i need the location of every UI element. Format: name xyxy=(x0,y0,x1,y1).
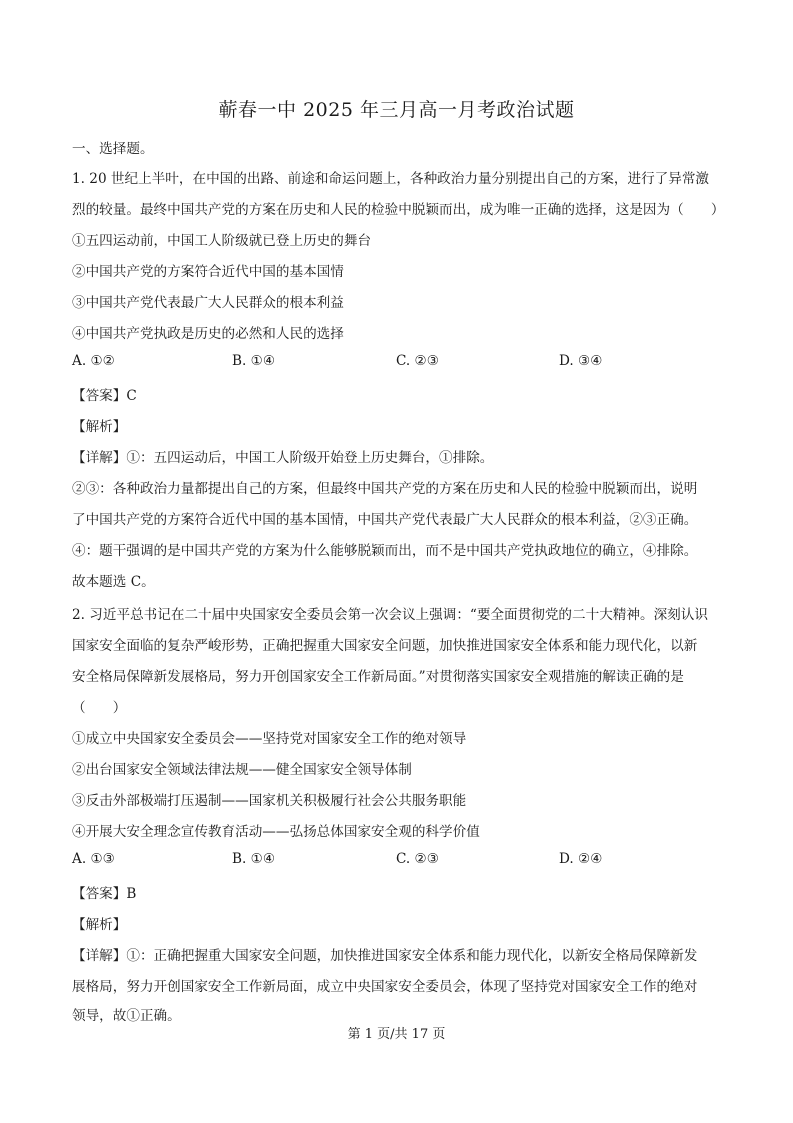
q1-options xyxy=(72,353,712,373)
q2-analysis-label: 【解析】 xyxy=(72,917,127,933)
q2-statement: ①成立中央国家安全委员会——坚持党对国家安全工作的绝对领导 xyxy=(72,731,467,747)
q2-statement: ③反击外部极端打压遏制——国家机关积极履行社会公共服务职能 xyxy=(72,793,467,809)
q1-option-a: A. ①② xyxy=(72,353,115,369)
q1-detail-line: ②③：各种政治力量都提出自己的方案，但最终中国共产党的方案在历史和人民的检验中脱颖而出，说明 xyxy=(72,481,698,497)
q2-stem-line: 安全格局保障新发展格局，努力开创国家安全工作新局面。”对贯彻落实国家安全观措施的解读正确的是 xyxy=(72,669,684,685)
q2-options xyxy=(72,851,712,871)
q1-detail-line: 故本题选 C。 xyxy=(72,574,155,590)
q1-detail-line: 了中国共产党的方案符合近代中国的基本国情，中国共产党代表最广大人民群众的根本利益，②③正确。 xyxy=(72,512,698,528)
page-footer: 第 1 页/共 17 页 xyxy=(347,1027,446,1042)
q1-stem-line: 烈的较量。最终中国共产党的方案在历史和人民的检验中脱颖而出，成为唯一正确的选择，这是因为（ ） xyxy=(72,202,725,218)
q1-statement: ③中国共产党代表最广大人民群众的根本利益 xyxy=(72,295,344,311)
section-heading: 一、选择题。 xyxy=(72,141,154,157)
q2-stem-line: 2. 习近平总书记在二十届中央国家安全委员会第一次会议上强调：“要全面贯彻党的二十大精神。深刻认识 xyxy=(72,607,708,623)
q2-detail-line: 【详解】①：正确把握重大国家安全问题，加快推进国家安全体系和能力现代化，以新安全格局保障新发 xyxy=(72,948,698,964)
q2-answer: 【答案】B xyxy=(72,886,137,902)
q1-statement: ②中国共产党的方案符合近代中国的基本国情 xyxy=(72,264,344,280)
q2-detail-line: 展格局，努力开创国家安全工作新局面，成立中央国家安全委员会，体现了坚持党对国家安全工作的绝对 xyxy=(72,979,698,995)
q1-option-d: D. ③④ xyxy=(559,353,603,369)
q2-option-c: C. ②③ xyxy=(396,851,439,867)
q1-option-b: B. ①④ xyxy=(232,353,276,369)
q1-detail-line: 【详解】①：五四运动后，中国工人阶级开始登上历史舞台，①排除。 xyxy=(72,450,494,466)
q1-answer: 【答案】C xyxy=(72,388,137,404)
q2-stem-line: （ ） xyxy=(72,700,127,716)
q2-detail-line: 领导，故①正确。 xyxy=(72,1008,181,1024)
q1-stem-line: 1. 20 世纪上半叶，在中国的出路、前途和命运问题上，各种政治力量分别提出自己的方案，进行了异常激 xyxy=(72,171,710,187)
q1-detail-line: ④：题干强调的是中国共产党的方案为什么能够脱颖而出，而不是中国共产党执政地位的确立，④排除。 xyxy=(72,543,698,559)
q1-analysis-label: 【解析】 xyxy=(72,419,127,435)
q2-option-a: A. ①③ xyxy=(72,851,115,867)
q2-option-b: B. ①④ xyxy=(232,851,276,867)
q2-option-d: D. ②④ xyxy=(559,851,603,867)
q1-option-c: C. ②③ xyxy=(396,353,439,369)
q2-statement: ②出台国家安全领域法律法规——健全国家安全领导体制 xyxy=(72,762,412,778)
page-title: 蕲春一中 2025 年三月高一月考政治试题 xyxy=(218,99,575,121)
q2-stem-line: 国家安全面临的复杂严峻形势，正确把握重大国家安全问题，加快推进国家安全体系和能力现代化，以新 xyxy=(72,638,698,654)
q1-statement: ①五四运动前，中国工人阶级就已登上历史的舞台 xyxy=(72,233,372,249)
q2-statement: ④开展大安全理念宣传教育活动——弘扬总体国家安全观的科学价值 xyxy=(72,824,480,840)
q1-statement: ④中国共产党执政是历史的必然和人民的选择 xyxy=(72,326,344,342)
